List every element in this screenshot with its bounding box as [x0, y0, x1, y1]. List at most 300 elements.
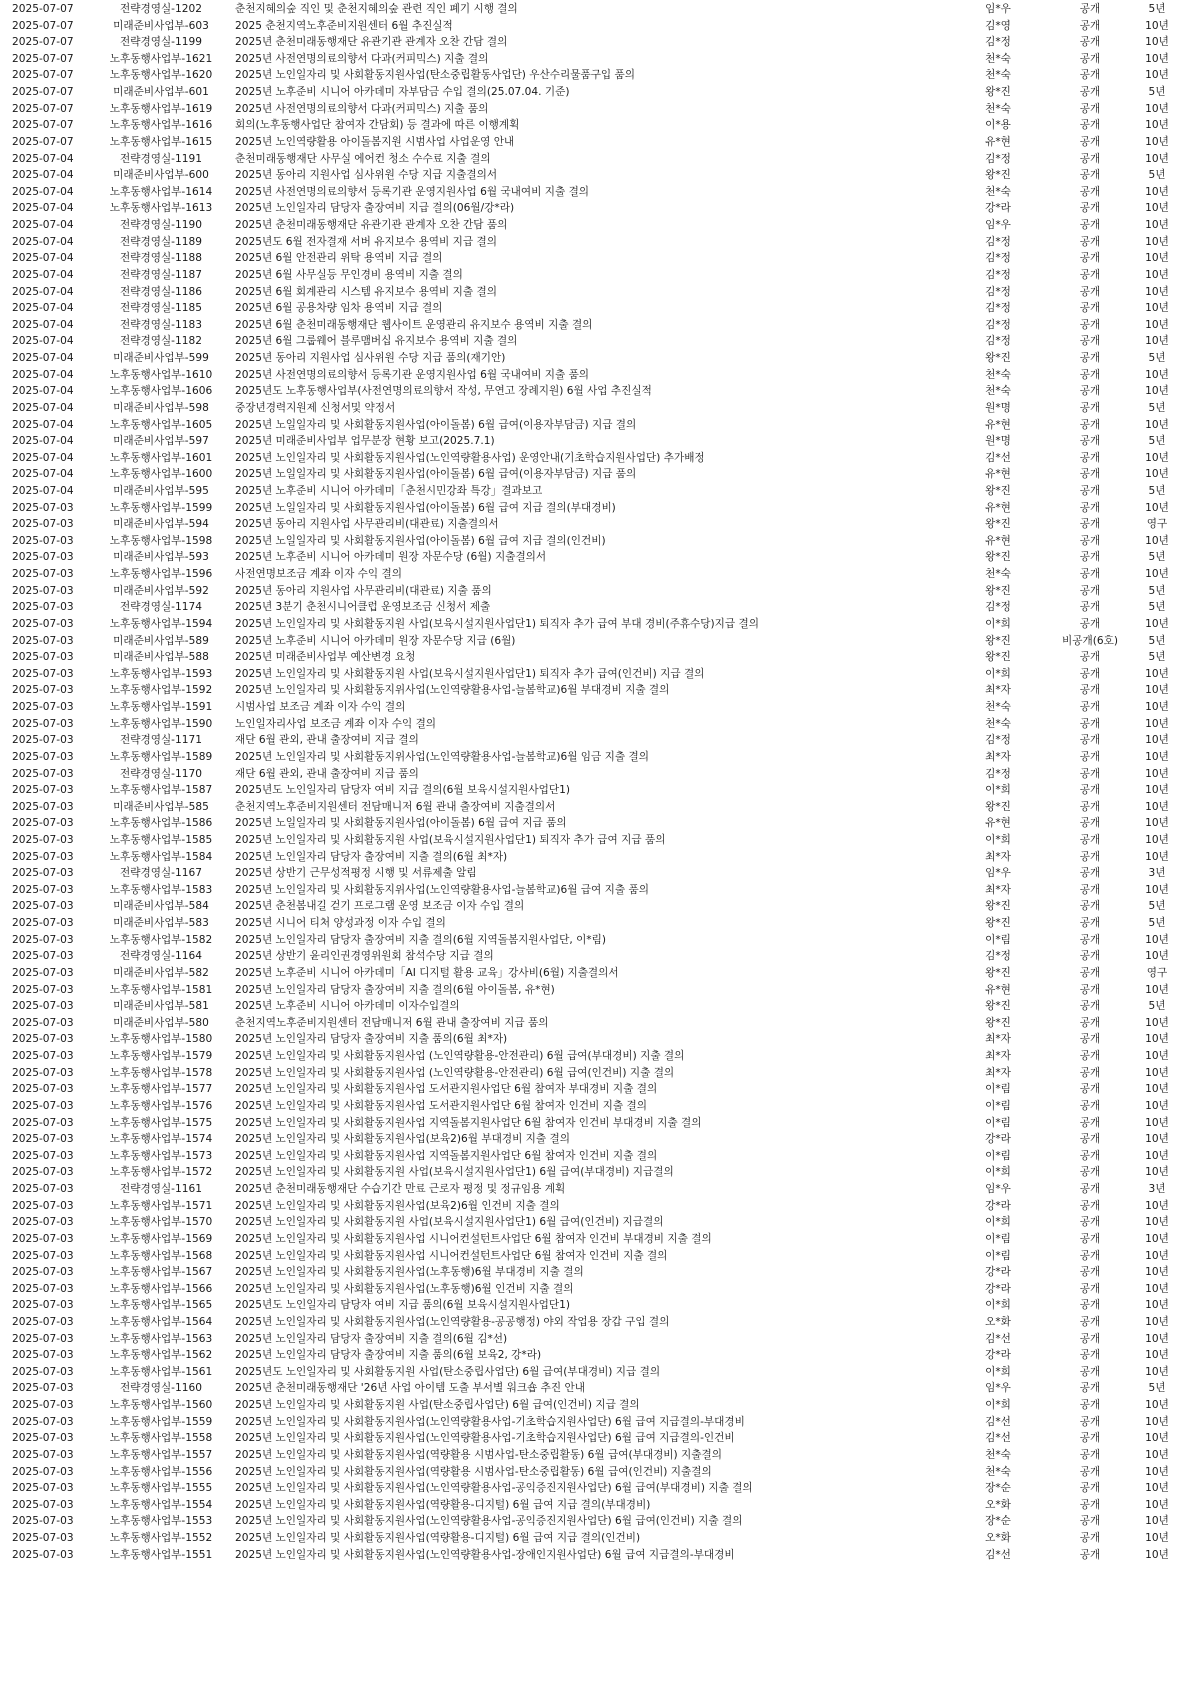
doc-number: 노후동행사업부-1590 — [109, 717, 213, 730]
doc-date: 2025-07-04 — [12, 302, 74, 315]
doc-disclosure: 공개 — [1079, 368, 1101, 381]
doc-author: 강*라 — [985, 1266, 1011, 1279]
doc-author: 오*화 — [985, 1315, 1011, 1328]
table-row — [0, 299, 1190, 317]
table-row — [0, 1230, 1190, 1248]
table-row — [0, 1114, 1190, 1132]
table-row — [0, 1213, 1190, 1231]
doc-disclosure: 공개 — [1079, 235, 1101, 248]
doc-number: 전략경영실-1164 — [120, 950, 202, 963]
doc-retention: 10년 — [1145, 185, 1169, 198]
doc-retention: 10년 — [1145, 318, 1169, 331]
doc-disclosure: 공개 — [1079, 451, 1101, 464]
doc-retention: 10년 — [1145, 368, 1169, 381]
doc-number: 전략경영실-1187 — [120, 268, 202, 281]
doc-author: 김*정 — [985, 152, 1011, 165]
table-row — [0, 183, 1190, 201]
doc-number: 전략경영실-1167 — [120, 867, 202, 880]
table-row — [0, 981, 1190, 999]
doc-title: 2025년도 6월 전자결재 서버 유지보수 용역비 지급 결의 — [235, 235, 497, 248]
doc-author: 유*현 — [985, 468, 1011, 481]
doc-author: 천*숙 — [985, 185, 1011, 198]
doc-date: 2025-07-03 — [12, 534, 74, 547]
doc-number: 노후동행사업부-1585 — [109, 834, 213, 846]
doc-retention: 10년 — [1145, 784, 1169, 797]
doc-author: 김*정 — [985, 318, 1011, 331]
doc-author: 김*정 — [985, 767, 1011, 780]
doc-number: 노후동행사업부-1579 — [109, 1050, 213, 1063]
doc-title: 2025년 미래준비사업부 업무분장 현황 보고(2025.7.1) — [235, 435, 495, 448]
doc-disclosure: 공개 — [1079, 1149, 1101, 1162]
doc-disclosure: 공개 — [1079, 551, 1101, 564]
doc-number: 미래준비사업부-585 — [113, 800, 209, 813]
doc-disclosure: 공개 — [1079, 1432, 1101, 1445]
doc-date: 2025-07-03 — [12, 1282, 74, 1295]
table-row — [0, 1379, 1190, 1397]
table-row — [0, 1147, 1190, 1165]
doc-author: 강*라 — [985, 1133, 1011, 1146]
doc-author: 천*숙 — [985, 385, 1011, 398]
doc-disclosure: 공개 — [1079, 3, 1101, 15]
table-row — [0, 1330, 1190, 1348]
doc-author: 김*정 — [985, 335, 1011, 348]
table-row — [0, 548, 1190, 566]
doc-disclosure: 공개 — [1079, 385, 1101, 398]
doc-title: 2025년 6월 회계관리 시스템 유지보수 용역비 지출 결의 — [235, 285, 497, 298]
doc-number: 미래준비사업부-603 — [113, 19, 209, 32]
doc-disclosure: 공개 — [1079, 268, 1101, 281]
doc-author: 이*림 — [985, 1099, 1011, 1112]
doc-disclosure: 공개 — [1079, 1199, 1101, 1212]
doc-date: 2025-07-04 — [12, 435, 74, 448]
doc-number: 노후동행사업부-1615 — [109, 135, 213, 148]
doc-retention: 10년 — [1145, 834, 1169, 846]
doc-retention: 10년 — [1145, 1349, 1169, 1362]
doc-disclosure: 공개 — [1079, 651, 1101, 664]
doc-number: 노후동행사업부-1621 — [109, 52, 213, 65]
table-row — [0, 17, 1190, 35]
doc-date: 2025-07-03 — [12, 850, 74, 863]
doc-disclosure: 공개 — [1079, 152, 1101, 165]
doc-number: 전략경영실-1191 — [120, 152, 202, 165]
doc-disclosure: 공개 — [1079, 1548, 1101, 1561]
doc-title: 2025년 노일일자리 및 사회활동지원사업(아이돌봄) 6월 급여 지급 품의 — [235, 817, 567, 830]
doc-author: 이*림 — [985, 933, 1011, 946]
doc-title: 2025년 동아리 지원사업 사무관리비(대관료) 지출 품의 — [235, 584, 492, 597]
doc-date: 2025-07-03 — [12, 634, 74, 647]
doc-date: 2025-07-03 — [12, 1083, 74, 1096]
doc-date: 2025-07-04 — [12, 235, 74, 248]
doc-disclosure: 공개 — [1079, 86, 1101, 99]
doc-number: 노후동행사업부-1554 — [109, 1498, 213, 1511]
doc-title: 2025년 노후준비 시니어 아카데미「춘천시민강좌 특강」결과보고 — [235, 484, 543, 497]
table-row — [0, 532, 1190, 550]
doc-retention: 10년 — [1145, 135, 1169, 148]
doc-title: 2025년 노인일자리 및 사회활동지원 사업(보육시설지원사업단1) 6월 급여(부대경비) 지급결의 — [235, 1166, 674, 1179]
doc-author: 최*자 — [985, 684, 1011, 697]
doc-disclosure: 공개 — [1079, 667, 1101, 680]
doc-retention: 10년 — [1145, 817, 1169, 830]
doc-title: 2025년 노인일자리 담당자 출장여비 지출 결의(6월 지역돌봄지원사업단, 이*림) — [235, 933, 606, 946]
doc-disclosure: 공개 — [1079, 1099, 1101, 1112]
doc-title: 2025년 노일일자리 및 사회활동지원사업(아이돌봄) 6월 급여(이용자부담금) 지급 결의 — [235, 418, 637, 431]
doc-retention: 10년 — [1145, 1199, 1169, 1212]
doc-date: 2025-07-03 — [12, 767, 74, 780]
doc-date: 2025-07-03 — [12, 584, 74, 597]
table-row — [0, 1080, 1190, 1098]
doc-retention: 10년 — [1145, 1482, 1169, 1495]
doc-number: 노후동행사업부-1551 — [109, 1548, 213, 1561]
doc-disclosure: 공개 — [1079, 52, 1101, 65]
table-row — [0, 399, 1190, 417]
doc-date: 2025-07-07 — [12, 86, 74, 99]
doc-retention: 10년 — [1145, 1465, 1169, 1478]
doc-date: 2025-07-04 — [12, 318, 74, 331]
doc-number: 노후동행사업부-1572 — [109, 1166, 213, 1179]
doc-disclosure: 공개 — [1079, 1066, 1101, 1079]
doc-author: 이*희 — [985, 1166, 1011, 1179]
doc-author: 이*희 — [985, 784, 1011, 797]
doc-date: 2025-07-03 — [12, 617, 74, 630]
doc-title: 2025년 노후준비 시니어 아카데미「AI 디지털 활용 교육」강사비(6월) 지출결의서 — [235, 966, 619, 979]
doc-author: 천*숙 — [985, 52, 1011, 65]
doc-retention: 10년 — [1145, 1415, 1169, 1428]
doc-title: 재단 6월 관외, 관내 출장여비 지급 결의 — [235, 734, 419, 747]
doc-date: 2025-07-03 — [12, 1199, 74, 1212]
doc-author: 왕*진 — [985, 634, 1011, 647]
doc-retention: 10년 — [1145, 385, 1169, 398]
doc-retention: 10년 — [1145, 1249, 1169, 1262]
table-row — [0, 1446, 1190, 1464]
doc-retention: 10년 — [1145, 202, 1169, 215]
doc-author: 왕*진 — [985, 900, 1011, 913]
doc-author: 왕*진 — [985, 169, 1011, 182]
table-row — [0, 199, 1190, 217]
doc-author: 이*희 — [985, 667, 1011, 680]
doc-disclosure: 공개 — [1079, 119, 1101, 132]
doc-date: 2025-07-07 — [12, 3, 74, 15]
table-row — [0, 366, 1190, 384]
doc-date: 2025-07-03 — [12, 1183, 74, 1196]
doc-author: 유*현 — [985, 983, 1011, 996]
doc-disclosure: 공개 — [1079, 1415, 1101, 1428]
table-row — [0, 432, 1190, 450]
doc-title: 2025년 6월 그룹웨어 블루맴버십 유지보수 용역비 지출 결의 — [235, 335, 518, 348]
doc-author: 임*우 — [985, 3, 1011, 15]
doc-author: 왕*진 — [985, 551, 1011, 564]
doc-retention: 10년 — [1145, 1448, 1169, 1461]
doc-disclosure: 공개 — [1079, 617, 1101, 630]
doc-title: 2025년 노인일자리 담당자 출장여비 지출 결의(6월 최*자) — [235, 850, 508, 863]
doc-date: 2025-07-03 — [12, 601, 74, 614]
doc-disclosure: 공개 — [1079, 1498, 1101, 1511]
doc-number: 미래준비사업부-583 — [113, 917, 209, 930]
doc-number: 노후동행사업부-1591 — [109, 701, 213, 714]
table-row — [0, 1396, 1190, 1414]
doc-number: 전략경영실-1186 — [120, 285, 202, 298]
doc-number: 노후동행사업부-1600 — [109, 468, 213, 481]
doc-number: 미래준비사업부-580 — [113, 1016, 209, 1029]
doc-number: 노후동행사업부-1593 — [109, 667, 213, 680]
doc-retention: 5년 — [1148, 401, 1166, 414]
doc-disclosure: 공개 — [1079, 817, 1101, 830]
doc-author: 강*라 — [985, 1282, 1011, 1295]
doc-date: 2025-07-03 — [12, 1349, 74, 1362]
doc-number: 전략경영실-1170 — [120, 767, 202, 780]
doc-number: 노후동행사업부-1566 — [109, 1282, 213, 1295]
table-row — [0, 1463, 1190, 1481]
doc-author: 김*정 — [985, 302, 1011, 315]
doc-retention: 10년 — [1145, 1232, 1169, 1245]
table-row — [0, 1263, 1190, 1281]
table-row — [0, 1097, 1190, 1115]
doc-disclosure: 공개 — [1079, 1133, 1101, 1146]
doc-author: 김*선 — [985, 451, 1011, 464]
table-row — [0, 0, 1190, 18]
table-row — [0, 897, 1190, 915]
table-row — [0, 864, 1190, 882]
doc-author: 원*명 — [985, 435, 1011, 448]
table-row — [0, 416, 1190, 434]
doc-author: 왕*진 — [985, 1000, 1011, 1013]
doc-retention: 10년 — [1145, 285, 1169, 298]
doc-date: 2025-07-07 — [12, 19, 74, 32]
doc-disclosure: 공개 — [1079, 966, 1101, 979]
doc-author: 이*희 — [985, 1299, 1011, 1312]
doc-author: 장*순 — [985, 1482, 1011, 1495]
doc-number: 노후동행사업부-1552 — [109, 1532, 213, 1545]
doc-retention: 10년 — [1145, 1016, 1169, 1029]
doc-retention: 10년 — [1145, 418, 1169, 431]
doc-author: 오*화 — [985, 1532, 1011, 1545]
doc-retention: 영구 — [1146, 518, 1168, 531]
doc-title: 2025년 노인일자리 및 사회활동지원사업(역량활용-디지털) 6월 급여 지급 결의(부대경비) — [235, 1498, 651, 1511]
doc-title: 2025년 노인일자리 및 사회활동지원사업(노인역량활용사업-장애인지원사업단) 6월 급여 지급결의-부대경비 — [235, 1548, 735, 1561]
doc-author: 김*정 — [985, 285, 1011, 298]
doc-author: 최*자 — [985, 1033, 1011, 1046]
doc-disclosure: 공개 — [1079, 318, 1101, 331]
doc-author: 이*림 — [985, 1116, 1011, 1129]
table-row — [0, 1346, 1190, 1364]
doc-retention: 5년 — [1148, 484, 1166, 497]
doc-author: 임*우 — [985, 1382, 1011, 1395]
table-row — [0, 715, 1190, 733]
doc-author: 원*명 — [985, 401, 1011, 414]
doc-retention: 10년 — [1145, 119, 1169, 132]
doc-retention: 10년 — [1145, 883, 1169, 896]
doc-title: 2025년도 노인일자리 담당자 여비 지급 품의(6월 보육시설지원사업단1) — [235, 1299, 570, 1312]
doc-date: 2025-07-04 — [12, 385, 74, 398]
doc-title: 2025년 노인일자리 및 사회활동지원사업(보육2)6월 인건비 지출 결의 — [235, 1199, 560, 1212]
doc-disclosure: 공개 — [1079, 202, 1101, 215]
doc-disclosure: 공개 — [1079, 568, 1101, 581]
doc-retention: 10년 — [1145, 1315, 1169, 1328]
table-row — [0, 283, 1190, 301]
doc-author: 천*숙 — [985, 1465, 1011, 1478]
doc-date: 2025-07-04 — [12, 152, 74, 165]
doc-title: 2025년 노인일자리 및 사회활동지원사업 지역돌봄지원사업단 6월 참여자 인건비 부대경비 지출 결의 — [235, 1116, 702, 1129]
doc-disclosure: 공개 — [1079, 169, 1101, 182]
doc-retention: 10년 — [1145, 102, 1169, 115]
doc-author: 최*자 — [985, 750, 1011, 763]
doc-retention: 10년 — [1145, 1282, 1169, 1295]
doc-disclosure: 공개 — [1079, 69, 1101, 82]
table-row — [0, 1313, 1190, 1331]
doc-author: 왕*진 — [985, 584, 1011, 597]
doc-disclosure: 공개 — [1079, 701, 1101, 714]
doc-author: 이*희 — [985, 1365, 1011, 1378]
table-row — [0, 748, 1190, 766]
doc-retention: 5년 — [1148, 86, 1166, 99]
doc-disclosure: 공개 — [1079, 1232, 1101, 1245]
table-row — [0, 166, 1190, 184]
doc-number: 노후동행사업부-1613 — [109, 202, 213, 215]
doc-number: 미래준비사업부-598 — [113, 401, 209, 414]
doc-retention: 5년 — [1148, 651, 1166, 664]
doc-title: 2025년 노인일자리 및 사회활동지원사업(노인역량활용사업-공익증진지원사업단) 6월 급여(인건비) 지출 결의 — [235, 1515, 743, 1528]
doc-date: 2025-07-03 — [12, 1099, 74, 1112]
doc-author: 최*자 — [985, 850, 1011, 863]
doc-title: 2025년 상반기 근무성적평정 시행 및 서류제출 알림 — [235, 867, 477, 880]
table-row — [0, 216, 1190, 234]
doc-number: 미래준비사업부-584 — [113, 900, 209, 913]
doc-retention: 10년 — [1145, 717, 1169, 730]
doc-disclosure: 공개 — [1079, 900, 1101, 913]
doc-disclosure: 공개 — [1079, 534, 1101, 547]
doc-retention: 10년 — [1145, 617, 1169, 630]
doc-date: 2025-07-07 — [12, 119, 74, 132]
doc-title: 2025년 춘천미래동행재단 수습기간 만료 근로자 평정 및 정규임용 계획 — [235, 1183, 566, 1196]
doc-disclosure: 공개 — [1079, 983, 1101, 996]
table-row — [0, 1197, 1190, 1215]
doc-title: 2025년 노인일자리 및 사회활동지원사업(노인역량활용사업-기초학습지원사업단) 6월 급여 지급결의-인건비 — [235, 1432, 735, 1445]
table-row — [0, 648, 1190, 666]
doc-number: 노후동행사업부-1562 — [109, 1349, 213, 1362]
doc-number: 전략경영실-1174 — [120, 601, 202, 614]
doc-date: 2025-07-03 — [12, 1315, 74, 1328]
table-row — [0, 1163, 1190, 1181]
doc-date: 2025-07-04 — [12, 451, 74, 464]
doc-disclosure: 공개 — [1079, 584, 1101, 597]
doc-retention: 10년 — [1145, 451, 1169, 464]
doc-retention: 5년 — [1148, 584, 1166, 597]
doc-number: 노후동행사업부-1619 — [109, 102, 213, 115]
doc-disclosure: 공개 — [1079, 1532, 1101, 1545]
doc-disclosure: 공개 — [1079, 867, 1101, 880]
doc-author: 최*자 — [985, 883, 1011, 896]
doc-retention: 10년 — [1145, 534, 1169, 547]
doc-retention: 10년 — [1145, 1532, 1169, 1545]
doc-date: 2025-07-03 — [12, 784, 74, 797]
doc-number: 노후동행사업부-1589 — [109, 750, 213, 763]
table-row — [0, 150, 1190, 168]
doc-disclosure: 공개 — [1079, 19, 1101, 32]
doc-retention: 5년 — [1148, 917, 1166, 930]
doc-date: 2025-07-03 — [12, 1033, 74, 1046]
doc-disclosure: 공개 — [1079, 501, 1101, 514]
doc-retention: 5년 — [1148, 601, 1166, 614]
doc-retention: 10년 — [1145, 219, 1169, 232]
doc-retention: 10년 — [1145, 684, 1169, 697]
doc-title: 2025년 3분기 춘천시니어클럽 운영보조금 신청서 제출 — [235, 601, 491, 614]
doc-disclosure: 공개 — [1079, 1365, 1101, 1378]
doc-title: 2025년 노인일자리 및 사회활동지원사업(역량활용 시범사업-탄소중립활동) 6월 급여(부대경비) 지출결의 — [235, 1448, 722, 1461]
doc-retention: 10년 — [1145, 36, 1169, 49]
doc-number: 노후동행사업부-1568 — [109, 1249, 213, 1262]
doc-disclosure: 공개 — [1079, 185, 1101, 198]
doc-date: 2025-07-03 — [12, 1133, 74, 1146]
doc-number: 미래준비사업부-599 — [113, 352, 209, 365]
doc-date: 2025-07-03 — [12, 1548, 74, 1561]
doc-retention: 10년 — [1145, 1266, 1169, 1279]
doc-disclosure: 공개 — [1079, 1299, 1101, 1312]
doc-retention: 10년 — [1145, 750, 1169, 763]
doc-date: 2025-07-03 — [12, 883, 74, 896]
table-row — [0, 1363, 1190, 1381]
doc-number: 전략경영실-1202 — [120, 3, 202, 15]
doc-disclosure: 공개 — [1079, 36, 1101, 49]
doc-author: 왕*진 — [985, 966, 1011, 979]
doc-retention: 10년 — [1145, 1066, 1169, 1079]
doc-author: 왕*진 — [985, 1016, 1011, 1029]
doc-number: 노후동행사업부-1563 — [109, 1332, 213, 1345]
table-row — [0, 781, 1190, 799]
doc-retention: 10년 — [1145, 734, 1169, 747]
doc-disclosure: 공개 — [1079, 135, 1101, 148]
doc-author: 김*정 — [985, 268, 1011, 281]
doc-title: 2025년 노인일자리 및 사회활동지원 사업(보육시설지원사업단1) 6월 급여(인건비) 지급결의 — [235, 1216, 664, 1229]
doc-disclosure: 공개 — [1079, 219, 1101, 232]
doc-author: 왕*진 — [985, 484, 1011, 497]
doc-title: 2025년 노인일자리 및 사회활동지원사업(탄소중립활동사업단) 우산수리물품구입 품의 — [235, 69, 636, 82]
doc-disclosure: 공개 — [1079, 352, 1101, 365]
doc-date: 2025-07-03 — [12, 1515, 74, 1528]
doc-author: 최*자 — [985, 1050, 1011, 1063]
doc-disclosure: 공개 — [1079, 784, 1101, 797]
doc-title: 2025년 노인일자리 및 사회활동지원사업 시니어컨설턴트사업단 6월 참여자 인건비 지출 결의 — [235, 1249, 668, 1262]
doc-date: 2025-07-03 — [12, 933, 74, 946]
doc-title: 2025년 노인일자리 및 사회활동지원사업 도서관지원사업단 6월 참여자 인건비 지출 결의 — [235, 1099, 647, 1112]
doc-number: 노후동행사업부-1582 — [109, 933, 213, 946]
table-row — [0, 831, 1190, 849]
doc-author: 유*현 — [985, 817, 1011, 830]
doc-title: 2025년 사전연명의료의향서 등록기관 운영지원사업 6월 국내여비 지출 품의 — [235, 368, 590, 381]
doc-number: 노후동행사업부-1610 — [109, 368, 213, 381]
table-row — [0, 50, 1190, 68]
table-row — [0, 465, 1190, 483]
table-row — [0, 332, 1190, 350]
doc-disclosure: 공개 — [1079, 684, 1101, 697]
doc-title: 2025년 6월 춘천미래동행재단 웹사이트 운영관리 유지보수 용역비 지출 결의 — [235, 318, 593, 331]
doc-date: 2025-07-04 — [12, 418, 74, 431]
doc-number: 노후동행사업부-1567 — [109, 1266, 213, 1279]
doc-disclosure: 공개 — [1079, 767, 1101, 780]
doc-title: 2025년 춘천미래동행재단 유관기관 관계자 오찬 간담 품의 — [235, 219, 508, 232]
table-row — [0, 681, 1190, 699]
doc-retention: 10년 — [1145, 1216, 1169, 1229]
doc-number: 노후동행사업부-1553 — [109, 1515, 213, 1528]
doc-number: 노후동행사업부-1583 — [109, 883, 213, 896]
doc-date: 2025-07-04 — [12, 401, 74, 414]
table-row — [0, 698, 1190, 716]
doc-retention: 10년 — [1145, 1332, 1169, 1345]
doc-title: 2025년 노인일자리 및 사회활동지위사업(노인역량활용사업-늘봄학교)6월 급여 지출 품의 — [235, 883, 649, 896]
doc-date: 2025-07-03 — [12, 551, 74, 564]
doc-number: 전략경영실-1160 — [120, 1382, 202, 1395]
doc-title: 2025년 노후준비 시니어 아카데미 원장 자문수당 (6월) 지출결의서 — [235, 551, 547, 564]
doc-author: 이*희 — [985, 834, 1011, 846]
doc-title: 2025년 시니어 티처 양성과정 이자 수입 결의 — [235, 917, 446, 930]
